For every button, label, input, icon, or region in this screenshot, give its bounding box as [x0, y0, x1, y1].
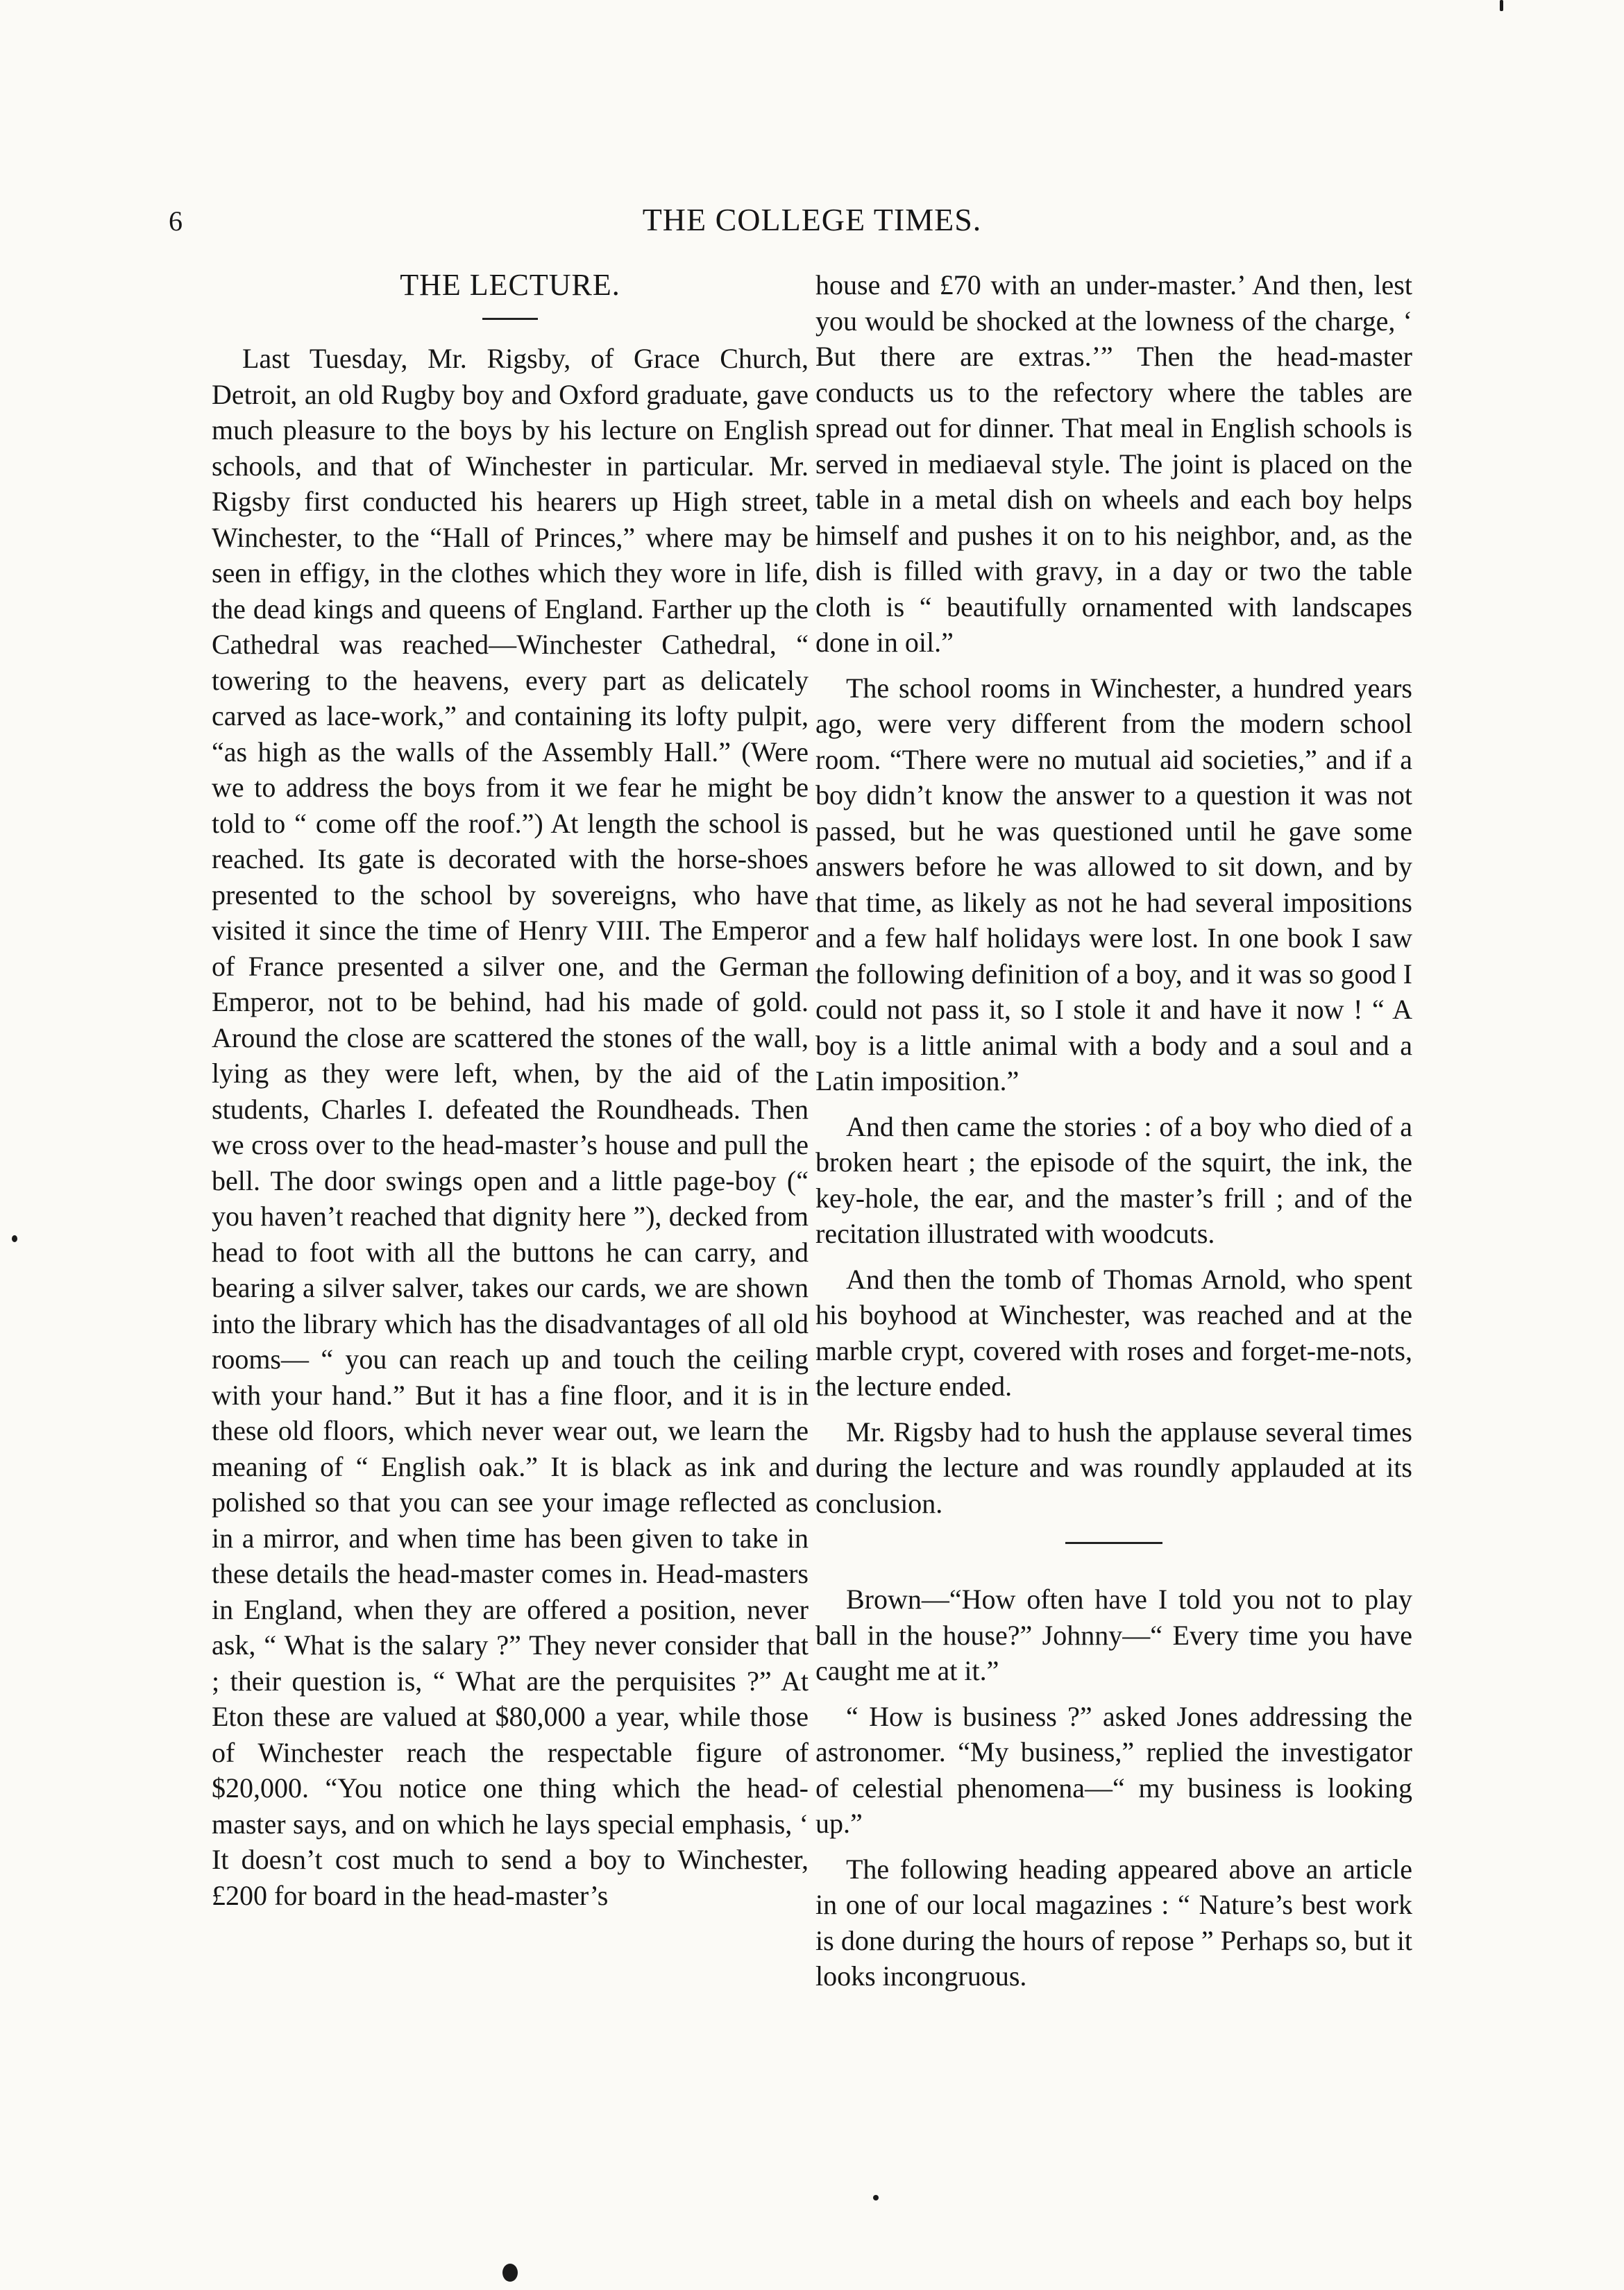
lecture-paragraph-continued: house and £70 with an under-master.’ And then, lest you would be shocked at the lowness of the charge, ‘ But there are extras.’” Then the head-master conducts us to the refectory where the tables are spread out for dinner. That meal in English schools is served in mediaeval style. The joint is placed on the table in a metal dish on wheels and each boy helps himself and pushes it on to his neighbor, and, as the dish is filled with gravy, in a day or two the table cloth is “ beautifully ornamented with landscapes done in oil.”: [815, 269, 1412, 658]
ink-speck: [1500, 0, 1503, 11]
lecture-paragraph: Mr. Rigsby had to hush the applause several times during the lecture and was roundly applauded at its conclusion.: [815, 1416, 1412, 1519]
ink-speck: [873, 2195, 879, 2200]
joke-paragraph: “ How is business ?” asked Jones addressing the astronomer. “My business,” replied the investigator of celestial phenomena—“ my business is looking up.”: [815, 1700, 1412, 1839]
lecture-paragraph: And then the tomb of Thomas Arnold, who spent his boyhood at Winchester, was reached and at the marble crypt, covered with roses and forget-me-nots, the lecture ended.: [815, 1263, 1412, 1402]
joke-paragraph: The following heading appeared above an article in one of our local magazines : “ Nature’s best work is done during the hours of repose ” Perhaps so, but it looks incongruous.: [815, 1853, 1412, 1992]
joke-paragraph: Brown—“How often have I told you not to play ball in the house?” Johnny—“ Every time you have caught me at it.”: [815, 1584, 1412, 1686]
title-rule: [482, 318, 538, 320]
left-column: [212, 267, 809, 1923]
lecture-paragraph: The school rooms in Winchester, a hundred years ago, were very different from the modern school room. “There were no mutual aid societies,” and if a boy didn’t know the answer to a question it was not passed, but he was questioned until he gave some answers before he was allowed to sit down, and by that time, as likely as not he had several impositions and a few half holidays were lost. In one book I saw the following definition of a boy, and it was so good I could not pass it, so I stole it and have it now ! “ A boy is a little animal with a body and a soul and a Latin imposition.”: [815, 672, 1412, 1096]
right-column: [815, 267, 1412, 2004]
section-rule: [1065, 1542, 1162, 1544]
ink-speck: [12, 1235, 17, 1242]
page-number: 6: [169, 205, 183, 237]
ink-blot: [502, 2264, 518, 2282]
running-head: THE COLLEGE TIMES.: [642, 202, 982, 237]
lecture-paragraph: And then came the stories : of a boy who died of a broken heart ; the episode of the squirt, the ink, the key-hole, the ear, and the master’s frill ; and of the recitation illustrated with woodcuts.: [815, 1110, 1412, 1249]
lecture-paragraph: Last Tuesday, Mr. Rigsby, of Grace Church, Detroit, an old Rugby boy and Oxford graduate, gave much pleasure to the boys by his lecture on English schools, and that of Winchester in particular. Mr. Rigsby first conducted his hearers up High street, Winchester, to the “Hall of Princes,” where may be seen in effigy, in the clothes which they wore in life, the dead kings and queens of England. Farther up the Cathedral was reached—Winchester Cathedral, “ towering to the heavens, every part as delicately carved as lace-work,” and containing its lofty pulpit, “as high as the walls of the Assembly Hall.” (Were we to address the boys from it we fear he might be told to “ come off the roof.”) At length the school is reached. Its gate is decorated with the horse-shoes presented to the school by sovereigns, who have visited it since the time of Henry VIII. The Emperor of France presented a silver one, and the German Emperor, not to be behind, had his made of gold. Around the close are scattered the stones of the wall, lying as they were left, when, by the aid of the students, Charles I. defeated the Roundheads. Then we cross over to the head-master’s house and pull the bell. The door swings open and a little page-boy (“ you haven’t reached that dignity here ”), decked from head to foot with all the buttons he can carry, and bearing a silver salver, takes our cards, we are shown into the library which has the disadvantages of all old rooms— “ you can reach up and touch the ceiling with your hand.” But it has a fine floor, and it is in these old floors, which never wear out, we learn the meaning of “ English oak.” It is black as ink and polished so that you can see your image reflected as in a mirror, and when time has been given to take in these details the head-master comes in. Head-masters in England, when they are offered a position, never ask, “ What is the salary ?” They never consider that ; their question is, “ What are the perquisites ?” At Eton these are valued at $80,000 a year, while those of Winchester reach the respectable figure of $20,000. “You notice one thing which the head-master says, and on which he lays special emphasis, ‘ It doesn’t cost much to send a boy to Winchester, £200 for board in the head-master’s: [212, 343, 809, 1911]
section-title: THE LECTURE.: [400, 268, 620, 302]
